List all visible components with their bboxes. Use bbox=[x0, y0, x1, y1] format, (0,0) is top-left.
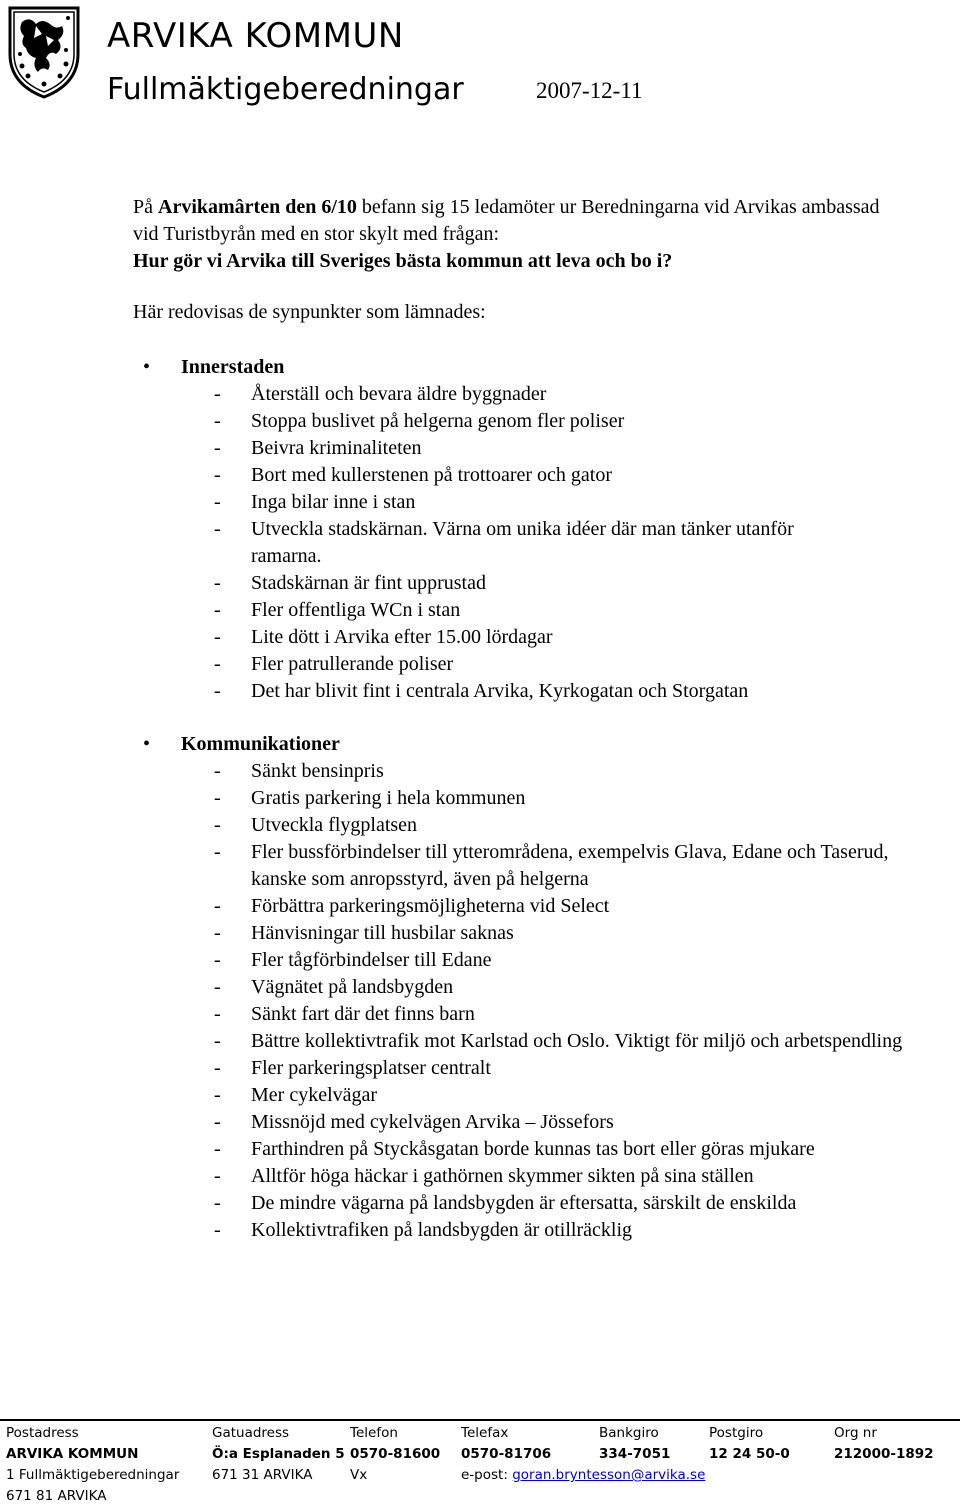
section-heading bbox=[133, 354, 933, 381]
dash-icon: - bbox=[214, 518, 221, 540]
footer-divider bbox=[0, 1419, 960, 1421]
dash-icon: - bbox=[214, 1192, 221, 1214]
dash-icon: - bbox=[214, 1111, 221, 1133]
dash-icon: - bbox=[214, 491, 221, 513]
footer-orgnr bbox=[834, 1423, 934, 1465]
item-text: Alltför höga häckar i gathörnen skymmer sikten på sina ställen bbox=[251, 1165, 754, 1187]
footer-label: Gatuadress bbox=[212, 1425, 290, 1441]
dash-icon: - bbox=[214, 464, 221, 486]
list-item bbox=[133, 839, 916, 893]
unit-name: Fullmäktigeberedningar bbox=[107, 72, 464, 107]
section-title: Kommunikationer bbox=[181, 733, 340, 755]
footer-value: ARVIKA KOMMUN bbox=[6, 1446, 139, 1462]
dash-icon: - bbox=[214, 760, 221, 782]
dash-icon: - bbox=[214, 1057, 221, 1079]
footer-postadress bbox=[6, 1423, 179, 1507]
list-item bbox=[133, 812, 916, 839]
dash-icon: - bbox=[214, 1030, 221, 1052]
item-text: Sänkt fart där det finns barn bbox=[251, 1003, 475, 1025]
bullet-icon: • bbox=[143, 356, 151, 378]
item-text: Bort med kullerstenen på trottoarer och gator bbox=[251, 464, 612, 486]
item-text: Utveckla flygplatsen bbox=[251, 814, 418, 836]
list-item bbox=[133, 893, 916, 920]
footer-bankgiro bbox=[599, 1423, 670, 1465]
footer-label: Postadress bbox=[6, 1425, 79, 1441]
dash-icon: - bbox=[214, 1138, 221, 1160]
dash-icon: - bbox=[214, 572, 221, 594]
list-item bbox=[133, 678, 801, 705]
list-item bbox=[133, 1055, 916, 1082]
footer-value: 671 81 ARVIKA bbox=[6, 1488, 107, 1504]
item-text: Gratis parkering i hela kommunen bbox=[251, 787, 526, 809]
arvika-coat-of-arms-logo bbox=[6, 4, 82, 100]
event-name: Arvikamârten den 6/10 bbox=[158, 196, 357, 218]
list-item bbox=[133, 1028, 916, 1055]
section-heading bbox=[133, 731, 933, 758]
item-text: Lite dött i Arvika efter 15.00 lördagar bbox=[251, 626, 553, 648]
list-item bbox=[133, 435, 801, 462]
item-text: Bättre kollektivtrafik mot Karlstad och Oslo. Viktigt för miljö och arbetspendling bbox=[251, 1030, 903, 1052]
dash-icon: - bbox=[214, 410, 221, 432]
item-text: Fler offentliga WCn i stan bbox=[251, 599, 461, 621]
item-text: Farthindren på Styckåsgatan borde kunnas tas bort eller göras mjukare bbox=[251, 1138, 815, 1160]
item-text: Det har blivit fint i centrala Arvika, Kyrkogatan och Storgatan bbox=[251, 680, 749, 702]
intro-paragraph bbox=[133, 194, 893, 275]
list-item bbox=[133, 1001, 916, 1028]
footer-label: Postgiro bbox=[709, 1425, 764, 1441]
list-item bbox=[133, 1217, 916, 1244]
dash-icon: - bbox=[214, 922, 221, 944]
footer-value: 0570-81600 bbox=[350, 1446, 441, 1462]
item-text: Fler tågförbindelser till Edane bbox=[251, 949, 492, 971]
dash-icon: - bbox=[214, 895, 221, 917]
footer-label: Telefon bbox=[350, 1425, 398, 1441]
footer-value: 0570-81706 bbox=[461, 1446, 552, 1462]
lead-text: Här redovisas de synpunkter som lämnades: bbox=[133, 301, 486, 323]
dash-icon: - bbox=[214, 1084, 221, 1106]
item-text: Fler parkeringsplatser centralt bbox=[251, 1057, 491, 1079]
dash-icon: - bbox=[214, 1165, 221, 1187]
dash-icon: - bbox=[214, 814, 221, 836]
item-text: Hänvisningar till husbilar saknas bbox=[251, 922, 514, 944]
footer-label: Telefax bbox=[461, 1425, 509, 1441]
item-text: Stadskärnan är fint upprustad bbox=[251, 572, 486, 594]
list-item bbox=[133, 758, 916, 785]
dash-icon: - bbox=[214, 1003, 221, 1025]
dash-icon: - bbox=[214, 599, 221, 621]
footer-value: Vx bbox=[350, 1467, 368, 1483]
item-text: Utveckla stadskärnan. Värna om unika idéer där man tänker utanför ramarna. bbox=[251, 518, 794, 567]
list-item bbox=[133, 462, 801, 489]
bullet-icon: • bbox=[143, 733, 151, 755]
footer-value: 12 24 50-0 bbox=[709, 1446, 790, 1462]
item-text: Mer cykelvägar bbox=[251, 1084, 378, 1106]
footer-email-row bbox=[461, 1465, 705, 1486]
section-innerstaden bbox=[133, 354, 933, 705]
dash-icon: - bbox=[214, 680, 221, 702]
footer-value: 212000-1892 bbox=[834, 1446, 934, 1462]
dash-icon: - bbox=[214, 949, 221, 971]
list-item bbox=[133, 408, 801, 435]
list-item bbox=[133, 1109, 916, 1136]
item-text: Beivra kriminaliteten bbox=[251, 437, 422, 459]
dash-icon: - bbox=[214, 626, 221, 648]
list-item bbox=[133, 947, 916, 974]
item-text: Fler patrullerande poliser bbox=[251, 653, 454, 675]
list-item bbox=[133, 381, 801, 408]
dash-icon: - bbox=[214, 1219, 221, 1241]
email-link[interactable]: goran.bryntesson@arvika.se bbox=[512, 1467, 706, 1483]
item-text: Inga bilar inne i stan bbox=[251, 491, 416, 513]
item-text: Återställ och bevara äldre byggnader bbox=[251, 383, 547, 405]
list-item bbox=[133, 1190, 916, 1217]
footer-value: 1 Fullmäktigeberedningar bbox=[6, 1467, 180, 1483]
dash-icon: - bbox=[214, 383, 221, 405]
list-item bbox=[133, 597, 801, 624]
item-text: De mindre vägarna på landsbygden är eftersatta, särskilt de enskilda bbox=[251, 1192, 797, 1214]
footer-label: Bankgiro bbox=[599, 1425, 659, 1441]
item-text: Förbättra parkeringsmöjligheterna vid Select bbox=[251, 895, 610, 917]
list-item bbox=[133, 785, 916, 812]
list-item bbox=[133, 489, 801, 516]
item-text: Missnöjd med cykelvägen Arvika – Jössefors bbox=[251, 1111, 614, 1133]
footer-label: Org nr bbox=[834, 1425, 877, 1441]
list-item bbox=[133, 1163, 916, 1190]
intro-question: Hur gör vi Arvika till Sveriges bästa kommun att leva och bo i? bbox=[133, 250, 673, 272]
item-text: Fler bussförbindelser till ytterområdena, exempelvis Glava, Edane och Taserud, kanske som anropsstyrd, även på helgerna bbox=[251, 841, 889, 890]
footer-value: 671 31 ARVIKA bbox=[212, 1467, 313, 1483]
section-kommunikationer bbox=[133, 731, 933, 1244]
list-item bbox=[133, 516, 801, 570]
intro-text-rest: befann sig 15 ledamöter ur Beredningarna vid Arvikas ambassad vid Turistbyrån med en stor skylt med frågan: bbox=[133, 196, 880, 245]
intro-text-start: På bbox=[133, 196, 158, 218]
dash-icon: - bbox=[214, 653, 221, 675]
document-date: 2007-12-11 bbox=[536, 78, 643, 103]
item-text: Stoppa buslivet på helgerna genom fler poliser bbox=[251, 410, 625, 432]
list-item bbox=[133, 1136, 916, 1163]
item-text: Kollektivtrafiken på landsbygden är otillräcklig bbox=[251, 1219, 632, 1241]
list-item bbox=[133, 570, 801, 597]
organization-name: ARVIKA KOMMUN bbox=[107, 16, 404, 56]
footer-value: 334-7051 bbox=[599, 1446, 671, 1462]
list-item bbox=[133, 974, 916, 1001]
list-item bbox=[133, 651, 801, 678]
list-item bbox=[133, 920, 916, 947]
section-title: Innerstaden bbox=[181, 356, 285, 378]
item-text: Vägnätet på landsbygden bbox=[251, 976, 454, 998]
dash-icon: - bbox=[214, 437, 221, 459]
dash-icon: - bbox=[214, 787, 221, 809]
list-item bbox=[133, 624, 801, 651]
item-list bbox=[133, 758, 933, 1244]
footer-telefon bbox=[350, 1423, 440, 1486]
list-item bbox=[133, 1082, 916, 1109]
dash-icon: - bbox=[214, 841, 221, 863]
footer-gatuadress bbox=[212, 1423, 345, 1486]
item-text: Sänkt bensinpris bbox=[251, 760, 384, 782]
dash-icon: - bbox=[214, 976, 221, 998]
footer-postgiro bbox=[709, 1423, 790, 1465]
item-list bbox=[133, 381, 933, 705]
email-label: e-post: bbox=[461, 1467, 513, 1483]
footer-value: Ö:a Esplanaden 5 bbox=[212, 1446, 345, 1462]
